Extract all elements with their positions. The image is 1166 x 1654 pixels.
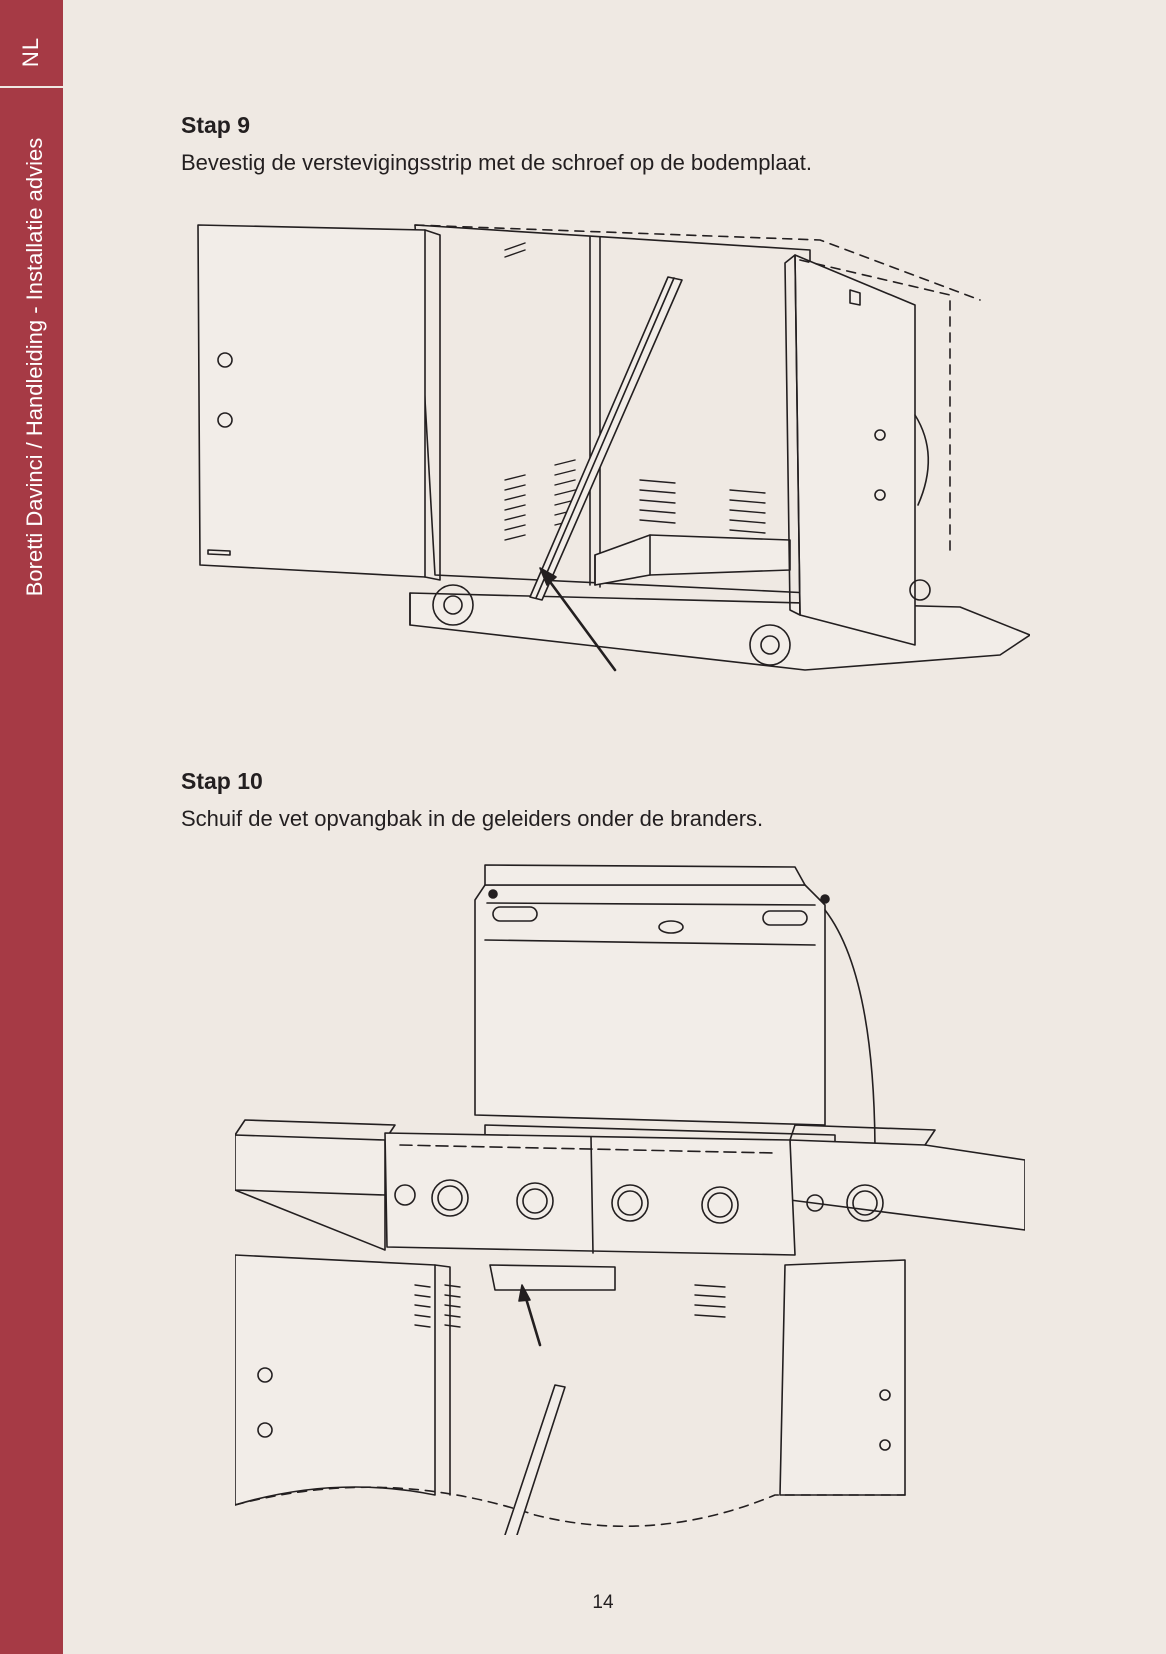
step-9-illustration: [190, 215, 1030, 715]
step-10-text: Schuif de vet opvangbak in de geleiders onder de branders.: [181, 806, 764, 831]
step-9-title: Stap 9: [181, 112, 251, 138]
step-10-title: Stap 10: [181, 768, 263, 794]
language-tab: [0, 0, 63, 88]
sidebar: [0, 0, 63, 1654]
manual-title: Boretti Davinci / Handleiding - Installatie advies: [22, 137, 47, 597]
step-10-illustration: [235, 855, 1025, 1535]
page-number: 14: [592, 1592, 614, 1613]
vent-slots: [415, 1285, 725, 1327]
vent-slots: [505, 243, 765, 540]
language-label: NL: [18, 36, 43, 68]
step-9-text: Bevestig de verstevigingsstrip met de schroef op de bodemplaat.: [181, 150, 813, 175]
